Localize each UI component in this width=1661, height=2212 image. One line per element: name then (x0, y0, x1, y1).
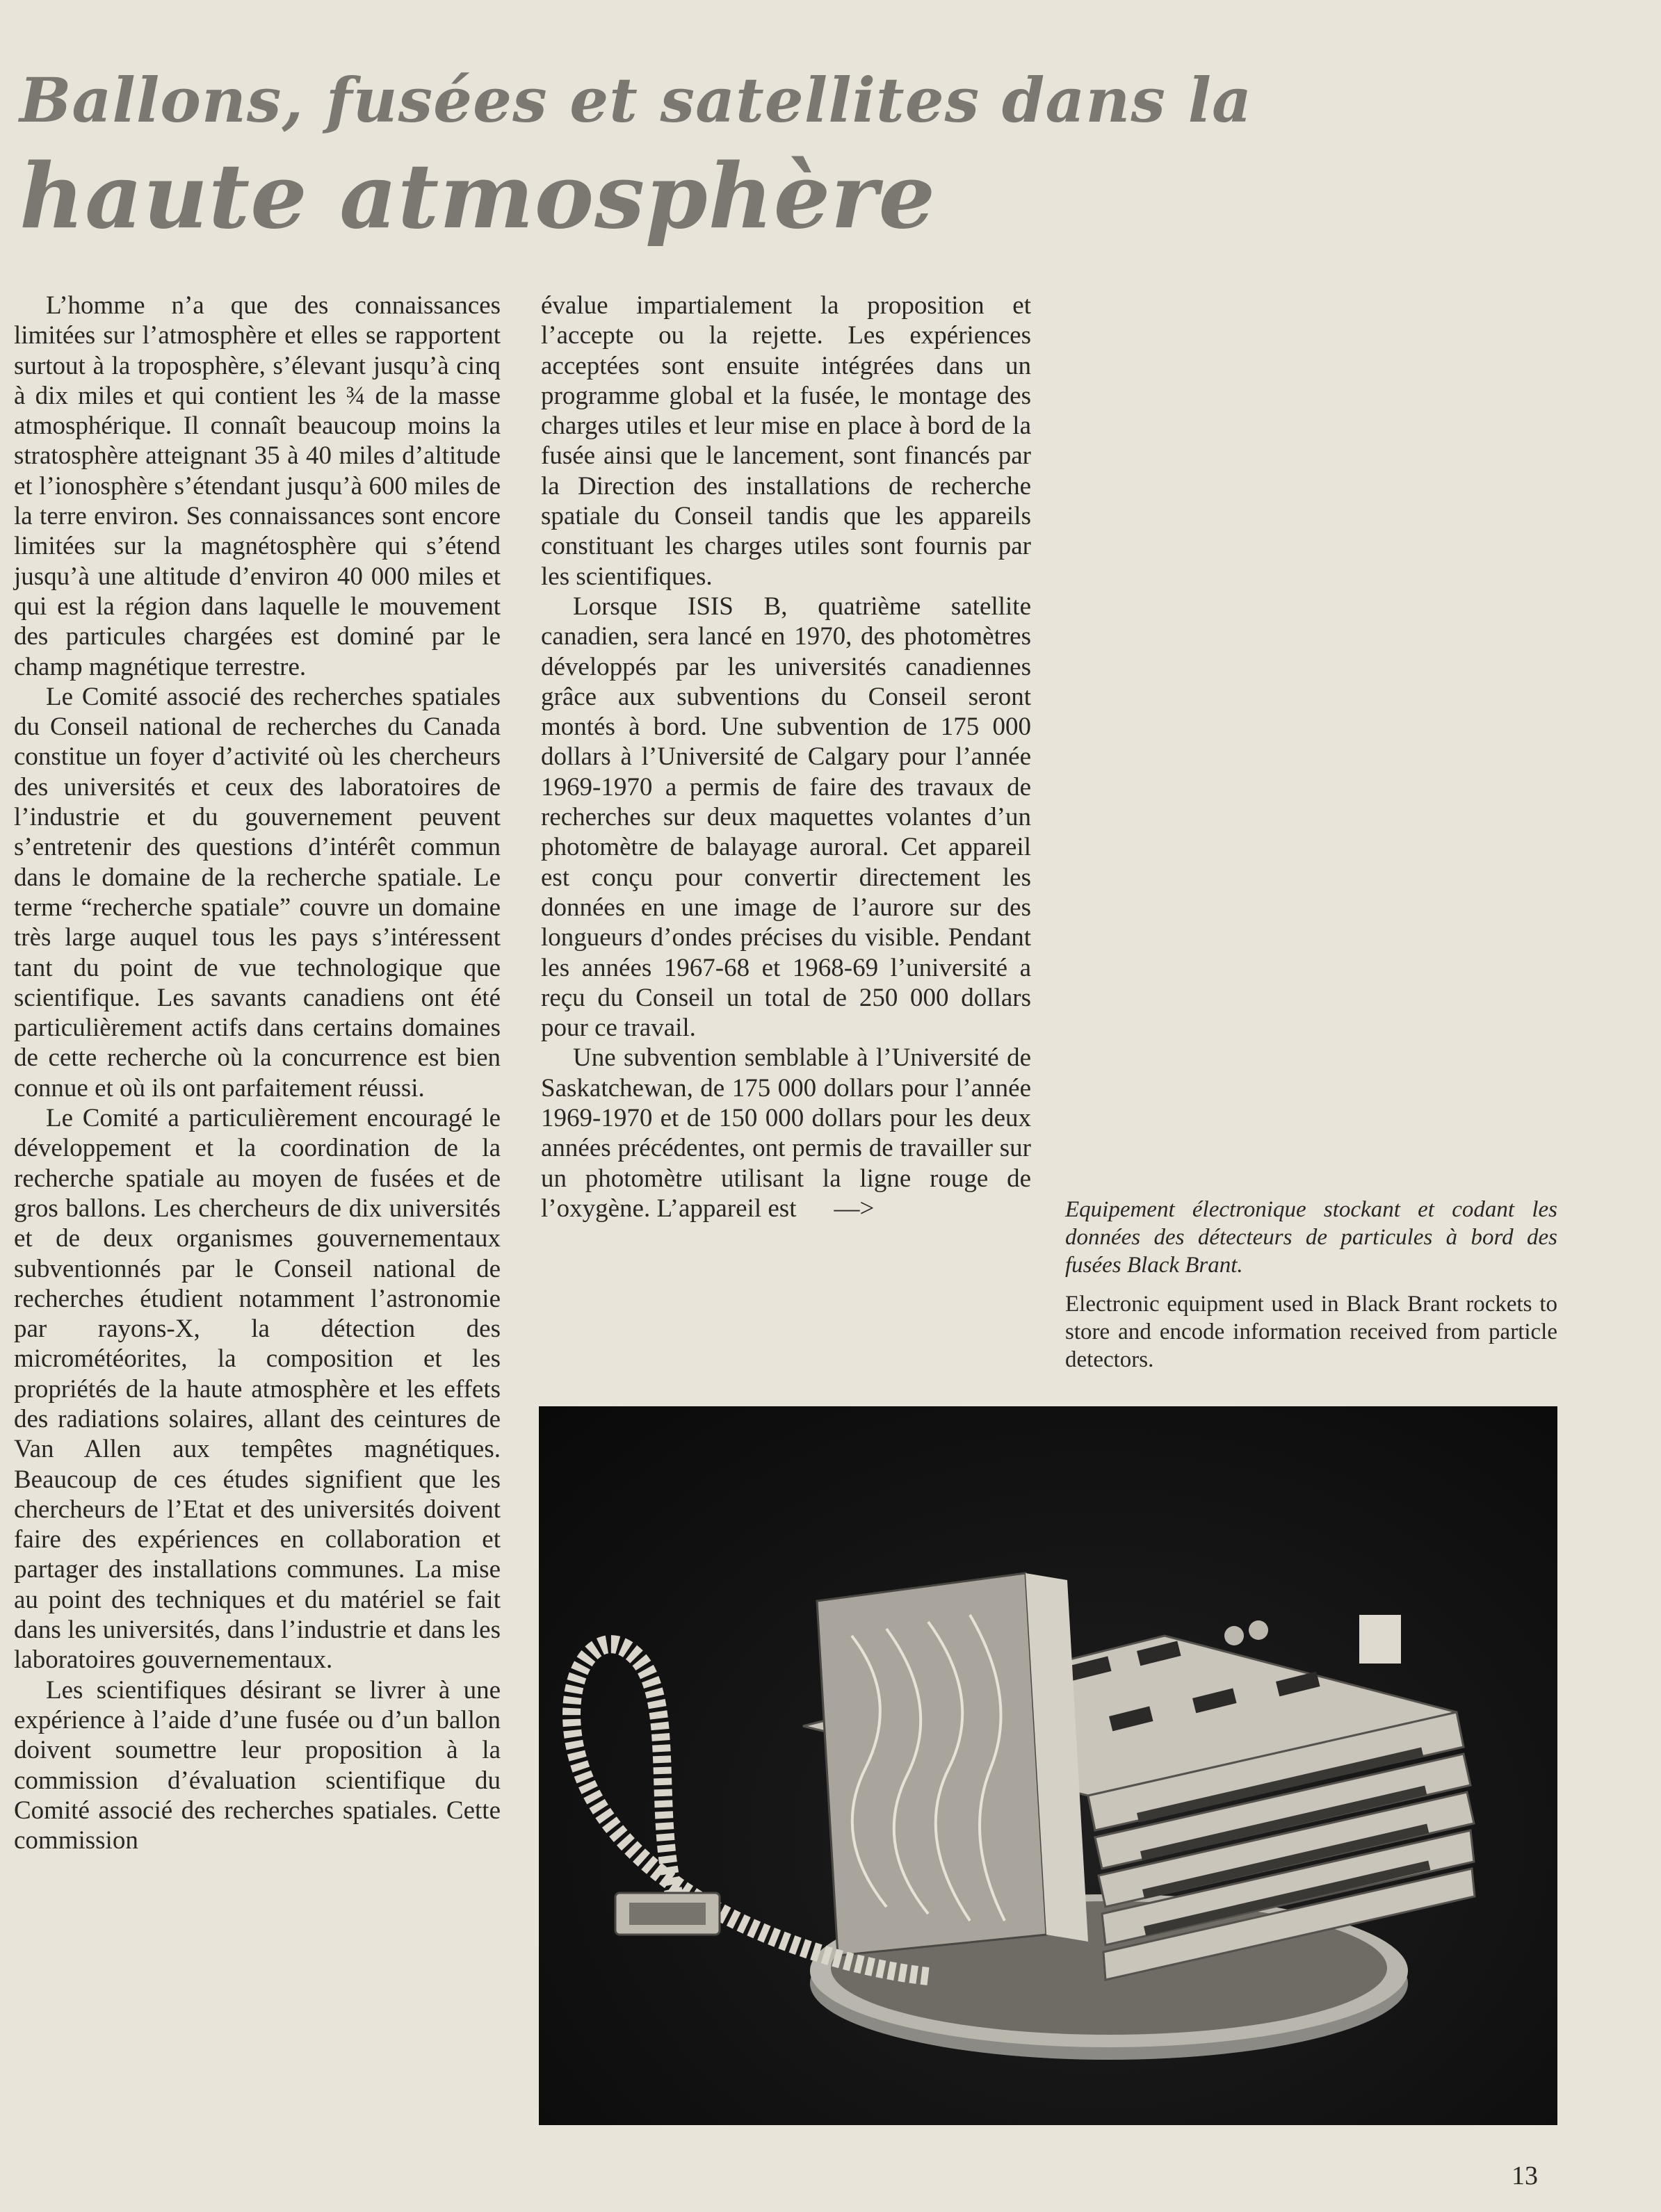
photo-caption (1065, 1196, 1557, 1374)
caption-english: Electronic equipment used in Black Brant rockets to store and encode information received from particle detectors. (1065, 1292, 1557, 1372)
title-line-1: Ballons, fusées et satellites dans la (19, 64, 1253, 136)
article-column-1 (14, 291, 501, 1855)
electronics-stack-illustration (539, 1406, 1557, 2125)
paragraph: L’homme n’a que des connaissances limitées sur l’atmosphère et elles se rapportent surtout à la troposphère, s’élevant jusqu’à cinq à dix miles et qui contient les ¾ de la masse atmosphérique. Il connaît beaucoup moins la stratosphère atteignant 35 à 40 miles d’altitude et l’ionosphère s’étendant jusqu’à 600 miles de la terre environ. Ses connaissances sont encore limitées sur la magnétosphère qui s’étend jusqu’à une altitude d’environ 40 000 miles et qui est la région dans laquelle le mouvement des particules chargées est dominé par le champ magnétique terrestre. (14, 291, 501, 681)
paragraph: Lorsque ISIS B, quatrième satellite canadien, sera lancé en 1970, des photomètres développés par les universités canadiennes grâce aux subventions du Conseil seront montés à bord. Une subvention de 175 000 dollars à l’Université de Calgary pour l’année 1969-1970 a permis de faire des travaux de recherches sur deux maquettes volantes d’un photomètre de balayage auroral. Cet appareil est conçu pour convertir directement les données en une image de l’aurore sur des longueurs d’ondes précises du visible. Pendant les années 1967-68 et 1968-69 l’université a reçu du Conseil un total de 250 000 dollars pour ce travail. (541, 592, 1031, 1043)
electronic-equipment-photo (539, 1406, 1557, 2125)
paragraph: Le Comité a particulièrement encouragé le développement et la coordination de la recherche spatiale au moyen de fusées et de gros ballons. Les chercheurs de dix universités et de deux organismes gouvernementaux subventionnés par le Conseil national de recherches étudient notamment l’astronomie par rayons-X, la détection des micrométéorites, la composition et les propriétés de la haute atmosphère et les effets des radiations solaires, allant des ceintures de Van Allen aux tempêtes magnétiques. Beaucoup de ces études signifient que les chercheurs de l’Etat et des universités doivent faire des expériences en collaboration et partager des installations communes. La mise au point des techniques et du matériel se fait dans les universités, dans l’industrie et dans les laboratoires gouvernementaux. (14, 1104, 501, 1675)
continue-arrow-icon: —> (834, 1194, 875, 1223)
title-line-2: haute atmosphère (19, 145, 936, 249)
paragraph: Le Comité associé des recherches spatiales du Conseil national de recherches du Canada constitue un foyer d’activité où les chercheurs des universités et ceux des laboratoires de l’industrie et du gouvernement peuvent s’entretenir des questions d’intérêt commun dans le domaine de la recherche spatiale. Le terme “recherche spatiale” couvre un domaine très large auquel tous les pays s’intéressent tant du point de vue technologique que scientifique. Les savants canadiens ont été particulièrement actifs dans certains domaines de cette recherche où la concurrence est bien connue et où ils ont parfaitement réussi. (14, 682, 501, 1103)
paragraph-text: Une subvention semblable à l’Université de Saskatchewan, de 175 000 dollars pour l’année 1969-1970 et de 150 000 dollars pour les deux années précédentes, ont permis de travailler sur un photomètre utilisant la ligne rouge de l’oxygène. L’appareil est (541, 1043, 1031, 1223)
article-column-2 (541, 291, 1031, 1223)
page-number: 13 (1512, 2161, 1538, 2190)
paragraph: évalue impartialement la proposition et l’accepte ou la rejette. Les expériences acceptées sont ensuite intégrées dans un programme global et la fusée, le montage des charges utiles et leur mise en place à bord de la fusée ainsi que le lancement, sont financés par la Direction des installations de recherche spatiale du Conseil tandis que les appareils constituant les charges utiles sont fournis par les scientifiques. (541, 291, 1031, 591)
paragraph (541, 1043, 1031, 1223)
caption-french: Equipement électronique stockant et codant les données des détecteurs de particules à bord des fusées Black Brant. (1065, 1197, 1557, 1278)
paragraph: Les scientifiques désirant se livrer à une expérience à l’aide d’une fusée ou d’un ballon doivent soumettre leur proposition à la commission d’évaluation scientifique du Comité associé des recherches spatiales. Cette commission (14, 1675, 501, 1855)
